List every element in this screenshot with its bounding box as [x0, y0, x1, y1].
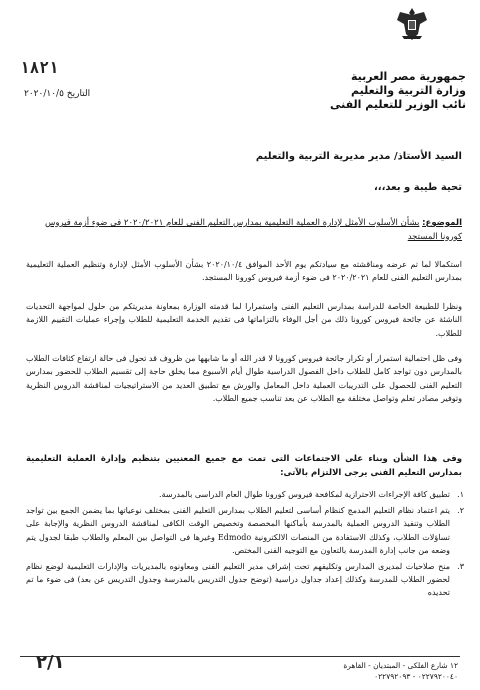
list-item-text: يتم اعتماد نظام التعليم المدمج كنظام أساسى لتعليم الطلاب بمدارس التعليم الفنى بمختلف نوعياتها بما يضمن الجمع بين تواجد الطلاب وتنفيذ الدروس العملية بالمدرسة بأماكنها المخصصة وتخصيص الوقت الكافى لمناقشة الدروس النظرية والإجابة على تساؤلات الطلاب، وكذلك الاستفادة من المنصات الالكترونية Edmodo وغيرها فى التواصل بين المعلم والطلاب طبقا لجدول يتم وضعه من جانب إدارة المدرسة بالتعاون مع التوجيه الفنى المختص.	[26, 506, 451, 555]
list-item-number: ٣.	[457, 562, 464, 572]
list-item	[26, 504, 464, 557]
subject-text: بشأن الأسلوب الأمثل لإدارة العملية التعليمية بمدارس التعليم الفنى للعام ٢٠٢٠/٢٠٢١ فى ضوء أزمة فيروس كورونا المستجد	[44, 218, 462, 242]
reference-number: ١٨٢١	[20, 58, 59, 77]
paragraph-4: وفى هذا الشأن وبناء على الاجتماعات التى تمت مع جميع المعنيين بتنظيم وإدارة العملية التعليمية بمدارس التعليم الفنى يرجى الالتزام بالآتى:	[26, 454, 462, 478]
paragraph-1: استكمالا لما تم عرضه ومناقشته مع سيادتكم يوم الأحد الموافق ٢٠٢٠/١٠/٤ بشأن الأسلوب الأمثل لإدارة وتنظيم العملية التعليمية بمدارس التعليم الفنى للعام ٢٠٢٠/٢٠٢١ فى ضوء أزمة فيروس كورونا المستجد.	[26, 260, 462, 283]
page-marker: ٢/١	[36, 652, 65, 673]
greeting: تحية طيبة و بعد،،،	[374, 182, 462, 193]
addressee: السيد الأستاذ/ مدير مديرية التربية والتعليم	[255, 151, 462, 162]
ministry-line-country: جمهورية مصر العربية	[351, 70, 466, 83]
subject-block	[30, 216, 462, 244]
list-item-text: منح صلاحيات لمديرى المدارس وتكليفهم تحت إشراف مدير التعليم الفنى ومعاونوه بالمديريات والإدارات التعليمية لوضع نظام لحضور الطلاب للمدرسة وكذلك إعداد جداول دراسية (توضح جدول التدريس بالمدرسة وجدول التدريس عن بعد) فى ضوء ما تم تحديده	[26, 562, 450, 598]
list-item-number: ١.	[457, 490, 464, 499]
list-item	[26, 560, 464, 600]
eagle-emblem-icon	[394, 6, 430, 42]
subject-label: الموضوع:	[422, 218, 462, 228]
date-value: ٢٠٢٠/١٠/٥	[24, 89, 64, 99]
footer-divider	[20, 656, 460, 657]
footer-phones: ٠٢٢٧٩٢٠٠٤٠ - ٠٢٢٧٩٢٠٩٣	[374, 672, 458, 681]
ministry-line-ministry: وزارة التربية والتعليم	[351, 84, 466, 97]
instruction-list	[26, 488, 464, 603]
date-label: التاريخ	[66, 89, 91, 99]
footer-address: ١٢ شارع الفلكى - المبتديان - القاهرة	[343, 661, 458, 670]
list-item-text: تطبيق كافة الإجراءات الاحترازية لمكافحة فيروس كورونا طوال العام الدراسى بالمدرسة.	[158, 490, 450, 499]
paragraph-2: ونظرا للطبيعة الخاصة للدراسة بمدارس التعليم الفنى واستمرارا لما قدمته الوزارة بمعاونة مديريتكم من حلول لمواجهة التحديات الناشئة عن جائحة فيروس كورونا ذلك من أجل الوفاء بالتزاماتها فى تقديم الخدمة التعليمية للطلاب وإجراء عمليات التقييم اللازمة للطلاب.	[26, 302, 462, 338]
list-item-number: ٢.	[457, 506, 464, 516]
footer	[343, 660, 458, 682]
list-item	[26, 488, 464, 501]
paragraph-3: وفى ظل احتمالية استمرار أو تكرار جائحة فيروس كورونا لا قدر الله أو ما شابهها من ظروف قد تحول فى حالة ارتفاع كثافات الطلاب بالمدارس دون تواجد كامل للطلاب داخل الفصول الدراسية طوال أيام الأسبوع مما يخلق حاجة إلى تقسيم الطلاب للحضور بمدارس التعليم الفنى للحصول على التدريبات العملية داخل المعامل والورش مع تطبيق العديد من الاستراتيجيات لمناقشة الدروس النظرية وتوفير مصادر تعلم وتواصل مختلفة مع الطلاب عن بعد تناسب جميع الطلاب.	[26, 354, 462, 404]
ministry-header	[330, 70, 466, 112]
date-line	[24, 89, 90, 99]
ministry-line-office: نائب الوزير للتعليم الفنى	[330, 98, 466, 111]
